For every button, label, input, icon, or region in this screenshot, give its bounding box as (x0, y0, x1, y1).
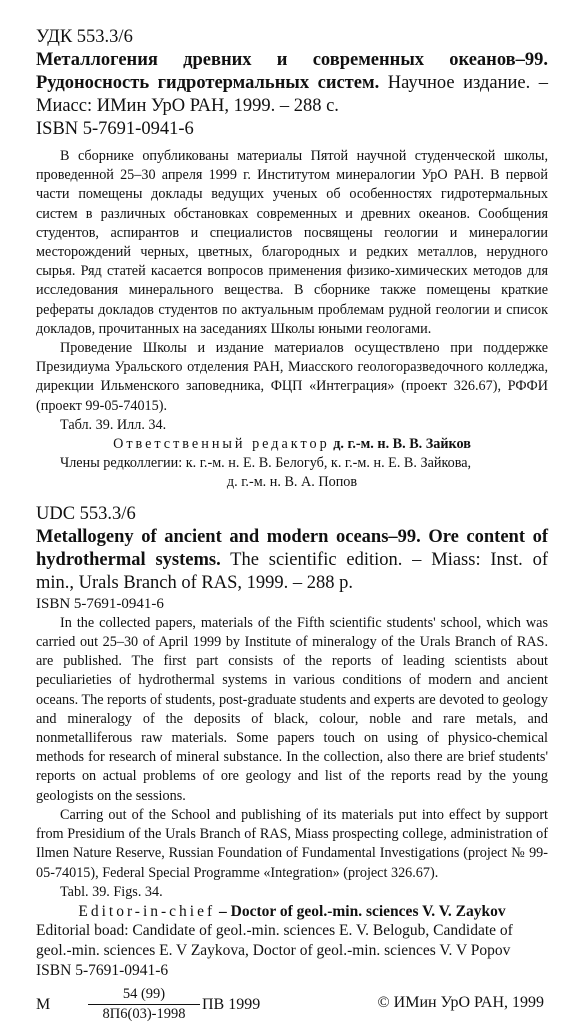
abstract-ru: В сборнике опубликованы материалы Пятой научной студенческой школы, проведенной 25–30 апреля 1999 г. Институтом минералогии УрО РАН. В первой части помещены доклады ведущих ученых об особенностях гидротермальных систем в различных обстановках современных и древних океанов. Сообщения студентов, аспирантов и специалистов посвящены геологии и минералогии месторождений черных, цветных, благородных и редких металлов, нерудного сырья. Ряд статей касается вопросов применения физико-химических методов для исследования минерального вещества. В сборнике также помещены краткие рефераты докладов студентов по актуальным проблемам рудной геологии и список докладов, прочитанных на заседаниях Школы юными геологами. (36, 148, 548, 337)
imprint-footer (36, 986, 548, 1034)
title-bold-en: Metallogeny of ancient and modern oceans–99. Ore content of hydrothermal systems. (36, 526, 548, 570)
board-ru-line1: Члены редколлегии: к. г.-м. н. Е. В. Белогуб, к. г.-м. н. Е. В. Зайкова, (60, 455, 472, 472)
imprint-denominator: 8П6(03)-1998 (102, 1006, 186, 1023)
tables-ru: Табл. 39. Илл. 34. (60, 416, 167, 433)
bibliographic-title-ru (36, 49, 548, 118)
copyright-notice: © ИМин УрО РАН, 1999 (377, 994, 544, 1012)
document-page (36, 26, 548, 1034)
editor-name-en: – Doctor of geol.-min. sciences V. V. Zaykov (215, 902, 506, 920)
imprint-numerator: 54 (99) (88, 986, 200, 1005)
bibliographic-title-en (36, 526, 548, 595)
title-bold-ru: Металлогения древних и современных океанов–99. Рудоносность гидротермальных систем. (36, 50, 548, 93)
editor-name-ru: д. г.-м. н. В. В. Зайков (329, 436, 471, 453)
imprint-pv: ПВ 1999 (202, 996, 261, 1014)
abstract-en: In the collected papers, materials of the Fifth scientific students' school, which was carried out 25–30 of April 1999 by Institute of mineralogy of the Urals Branch of RAS. are published. The first part consists of the reports of leading scientists about peculiarieties of hydrothermal systems in various conditions of modern and ancient oceans. The reports of students, post-graduate students and experts are devoted to geology and mineralogy of the deposits of black, colour, noble and rare metals, and nonmetalliferous raw materials. Some papers touch on using of physico-chemical methods for research of mineral substance. In the collection, also there are brief students' reports on actual problems of ore geology and list of the reports read by the young geologists on the sessions. (36, 614, 548, 804)
imprint-fraction (88, 986, 200, 1023)
tables-en: Tabl. 39. Figs. 34. (60, 883, 163, 900)
title-rest-ru: Научное издание. – Миасс: ИМин УрО РАН, 1999. – 288 с. (36, 73, 548, 116)
editor-line-en (36, 902, 548, 921)
support-ru: Проведение Школы и издание материалов осуществлено при поддержке Президиума Уральского отделения РАН, Миасского геологоразведочного колледжа, дирекции Ильменского заповедника, ФЦП «Интеграция» (проект 326.67), РФФИ (проект 99-05-74015). (36, 340, 548, 414)
isbn-en: ISBN 5-7691-0941-6 (36, 595, 164, 612)
editor-label-en: Editor-in-chief (78, 902, 216, 920)
board-en: Editorial boad: Candidate of geol.-min. sciences E. V. Belogub, Candidate of geol.-min. sciences E. V Zaykova, Doctor of geol.-min. sciences V. V Popov (36, 922, 513, 960)
udc-code-ru: УДК 553.3/6 (36, 27, 133, 47)
isbn-en-2: ISBN 5-7691-0941-6 (36, 962, 169, 980)
imprint-m: М (36, 996, 51, 1014)
udc-code-en: UDC 553.3/6 (36, 503, 136, 524)
board-ru-line2: д. г.-м. н. В. А. Попов (226, 474, 358, 491)
isbn-ru: ISBN 5-7691-0941-6 (36, 119, 194, 139)
editor-line-ru (36, 435, 548, 454)
title-rest-en: The scientific edition. – Miass: Inst. of min., Urals Branch of RAS, 1999. – 288 p. (36, 549, 548, 593)
editor-label-ru: Ответственный редактор (113, 436, 330, 453)
support-en: Carring out of the School and publishing of its materials put into effect by support from Presidium of the Urals Branch of RAS, Miass prospecting college, administration of Ilmen Nature Reserve, Russian Foundation of Fundamental Investigations (project № 99-05-74015), Federal Special Programme «Integration» (project 326.67). (36, 806, 548, 881)
